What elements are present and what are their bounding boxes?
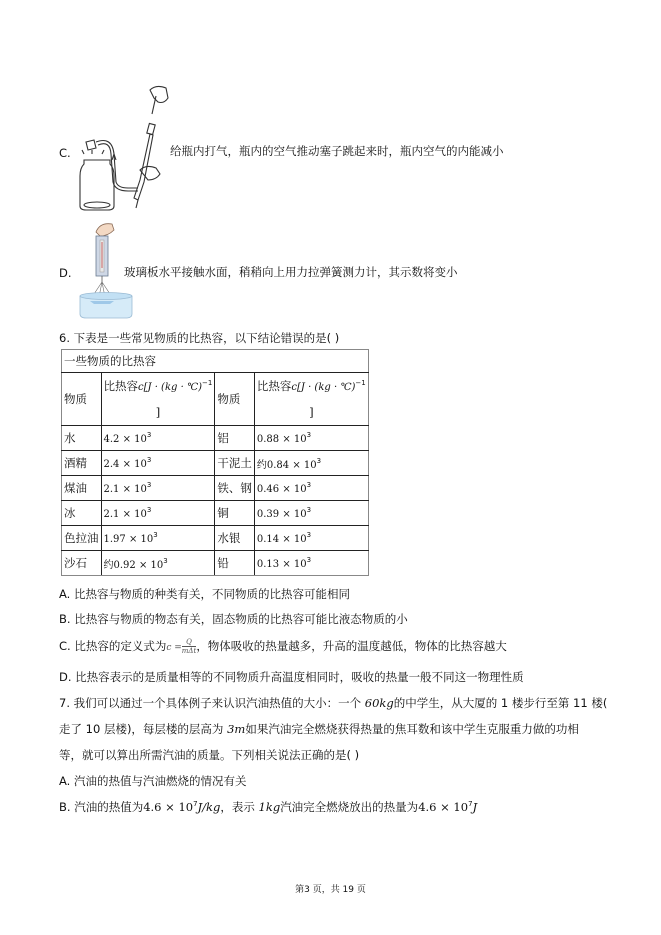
q7-line-2 xyxy=(59,721,579,737)
header-heat-1 xyxy=(101,373,215,426)
cell-substance xyxy=(62,526,102,551)
heat-exponent: 3 xyxy=(306,506,312,515)
option-c-text: 给瓶内打气，瓶内的空气推动塞子跳起来时，瓶内空气的内能减小 xyxy=(170,144,504,158)
bottle-pump-illustration xyxy=(72,84,172,214)
substance-name: 铅 xyxy=(217,556,229,570)
table-caption: 一些物质的比热容 xyxy=(62,350,369,373)
substance-name: 干泥土 xyxy=(217,456,252,470)
q7-option-b-mass: 1kg xyxy=(258,800,281,814)
q6-option-d: D. 比热容表示的是质量相等的不同物质升高温度相同时，吸收的热量一般不同这一物理性质 xyxy=(59,670,524,684)
header-substance-2: 物质 xyxy=(215,373,255,426)
heat-value: 0.46 × 10 xyxy=(256,484,307,495)
header-heat-close: ] xyxy=(309,405,314,419)
cell-heat-value xyxy=(254,501,368,526)
heat-exponent: 3 xyxy=(146,506,152,515)
table-row xyxy=(62,426,369,451)
cell-substance xyxy=(215,451,255,476)
formula-denominator: mΔt xyxy=(181,647,197,655)
q7-line1-a: 7. 我们可以通过一个具体例子来认识汽油热值的大小：一个 xyxy=(59,696,365,710)
cell-substance xyxy=(215,526,255,551)
page-footer: 第3 页，共 19 页 xyxy=(295,885,366,895)
cell-heat-value xyxy=(101,451,215,476)
q7-mass: 60kg xyxy=(364,696,394,710)
table-row xyxy=(62,451,369,476)
bottle-pump-icon xyxy=(72,84,172,214)
heat-value: 0.88 × 10 xyxy=(256,434,307,445)
heat-value: 0.14 × 10 xyxy=(256,534,307,545)
table-row xyxy=(62,526,369,551)
formula-fraction xyxy=(182,638,197,655)
heat-value: 2.1 × 10 xyxy=(103,484,147,495)
substance-name: 沙石 xyxy=(64,556,87,570)
heat-value: 0.13 × 10 xyxy=(256,559,307,570)
q7-option-b xyxy=(59,799,477,815)
header-heat-exp: −1 xyxy=(202,379,213,388)
substance-name: 冰 xyxy=(64,506,76,520)
cell-substance xyxy=(215,551,255,576)
q7-option-b-part2: ，表示 xyxy=(220,800,259,814)
q6-option-c xyxy=(59,638,507,656)
cell-substance xyxy=(215,476,255,501)
heat-value: 0.39 × 10 xyxy=(256,509,307,520)
heat-value: 约0.92 × 10 xyxy=(103,559,164,571)
table-header-row xyxy=(62,373,369,426)
option-d-label: D. xyxy=(59,266,72,280)
heat-exponent: 3 xyxy=(306,531,312,540)
q7-line-3: 等，就可以算出所需汽油的质量。下列相关说法正确的是( ) xyxy=(59,748,360,762)
q7-height: 3m xyxy=(227,722,246,736)
cell-heat-value xyxy=(254,451,368,476)
heat-exponent: 3 xyxy=(306,556,312,565)
q7-line-1 xyxy=(59,695,607,711)
header-heat-unit: c[J · (kg · ℃) xyxy=(138,382,203,393)
q7-line2-a: 走了 10 层楼)，每层楼的层高为 xyxy=(59,722,228,736)
heat-exponent: 3 xyxy=(153,531,158,540)
substance-name: 酒精 xyxy=(64,456,87,470)
cell-substance xyxy=(62,551,102,576)
q6-option-c-suffix: ，物体吸收的热量越多，升高的温度越低，物体的比热容越大 xyxy=(196,639,507,653)
heat-exponent: 3 xyxy=(146,481,152,490)
substance-name: 煤油 xyxy=(64,481,87,495)
heat-value: 4.2 × 10 xyxy=(103,434,147,445)
heat-value: 2.1 × 10 xyxy=(103,509,147,520)
specific-heat-table xyxy=(61,349,369,576)
q6-option-a: A. 比热容与物质的种类有关，不同物质的比热容可能相同 xyxy=(59,587,350,601)
substance-name: 水银 xyxy=(217,531,241,545)
heat-value: 1.97 × 10 xyxy=(103,534,154,545)
cell-substance xyxy=(62,426,102,451)
heat-value: 2.4 × 10 xyxy=(103,459,147,470)
q7-line1-b: 的中学生，从大厦的 1 楼步行至第 11 楼( xyxy=(393,696,608,710)
cell-heat-value xyxy=(101,426,215,451)
q7-option-b-value: 4.6 × 10 xyxy=(143,800,194,814)
header-heat-2 xyxy=(254,373,368,426)
q6-option-c-prefix: C. 比热容的定义式为 xyxy=(59,639,167,653)
heat-exponent: 3 xyxy=(306,481,312,490)
header-heat-close: ] xyxy=(155,405,161,419)
header-heat-label: 比热容 xyxy=(103,379,138,393)
cell-heat-value xyxy=(101,526,215,551)
q7-option-b-unit2: J xyxy=(472,800,478,814)
heat-exponent: 3 xyxy=(163,556,168,565)
substance-name: 铝 xyxy=(217,431,229,445)
table-row xyxy=(62,551,369,576)
cell-substance xyxy=(62,501,102,526)
table-caption-row xyxy=(62,350,369,373)
option-c-label: C. xyxy=(59,146,71,160)
option-d-text: 玻璃板水平接触水面，稍稍向上用力拉弹簧测力计，其示数将变小 xyxy=(124,265,458,279)
q7-option-b-exp2: 7 xyxy=(468,800,473,809)
table-row xyxy=(62,476,369,501)
header-heat-unit: c[J · (kg · ℃) xyxy=(291,382,356,393)
header-substance-1: 物质 xyxy=(62,373,102,426)
cell-heat-value xyxy=(101,501,215,526)
header-heat-exp: −1 xyxy=(355,379,366,388)
cell-substance xyxy=(62,476,102,501)
cell-heat-value xyxy=(254,526,368,551)
q7-option-b-unit: J/kg xyxy=(197,800,221,814)
q7-option-a: A. 汽油的热值与汽油燃烧的情况有关 xyxy=(59,774,247,788)
cell-heat-value xyxy=(254,476,368,501)
formula-lhs: c = xyxy=(166,643,182,653)
q6-stem: 6. 下表是一些常见物质的比热容，以下结论错误的是( ) xyxy=(59,331,340,345)
cell-heat-value xyxy=(101,476,215,501)
cell-heat-value xyxy=(254,426,368,451)
q7-option-b-part1: B. 汽油的热值为 xyxy=(59,800,144,814)
q7-option-b-value2: 4.6 × 10 xyxy=(418,800,469,814)
q7-option-b-exp: 7 xyxy=(193,800,198,809)
heat-exponent: 3 xyxy=(146,431,152,440)
cell-heat-value xyxy=(254,551,368,576)
heat-exponent: 3 xyxy=(316,456,322,465)
table-body xyxy=(62,426,369,576)
q7-option-b-part3: 汽油完全燃烧放出的热量为 xyxy=(280,800,419,814)
header-heat-label: 比热容 xyxy=(256,379,292,393)
cell-heat-value xyxy=(101,551,215,576)
heat-exponent: 3 xyxy=(306,431,312,440)
q6-option-b: B. 比热容与物质的物态有关，固态物质的比热容可能比液态物质的小 xyxy=(59,612,408,626)
heat-value: 约0.84 × 10 xyxy=(256,459,317,471)
substance-name: 铜 xyxy=(217,506,229,520)
cell-substance xyxy=(215,426,255,451)
heat-exponent: 3 xyxy=(146,456,152,465)
substance-name: 水 xyxy=(64,431,76,445)
substance-name: 色拉油 xyxy=(64,531,99,545)
formula-numerator: Q xyxy=(186,638,192,646)
cell-substance xyxy=(215,501,255,526)
table-row xyxy=(62,501,369,526)
substance-name: 铁、钢 xyxy=(217,481,252,495)
cell-substance xyxy=(62,451,102,476)
q7-line2-b: 如果汽油完全燃烧获得热量的焦耳数和该中学生克服重力做的功相 xyxy=(245,722,579,736)
